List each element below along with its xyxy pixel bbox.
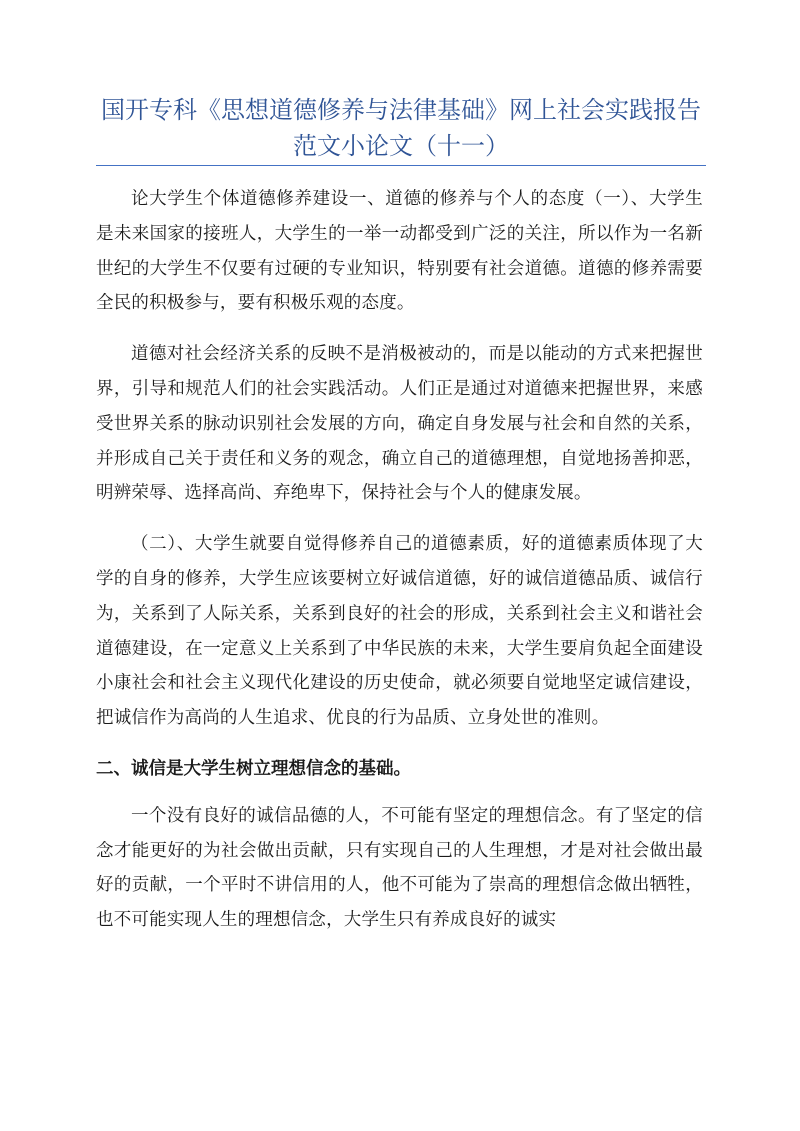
section-heading: 二、诚信是大学生树立理想信念的基础。 xyxy=(96,758,411,779)
title-divider xyxy=(96,165,706,166)
document-title: 国开专科《思想道德修养与法律基础》网上社会实践报告范文小论文（十一） xyxy=(101,96,701,160)
document-body xyxy=(96,182,703,954)
paragraph-3: （二）、大学生就要自觉得修养自己的道德素质，好的道德素质体现了大学的自身的修养，大学生应该要树立好诚信道德，好的诚信道德品质、诚信行为，关系到了人际关系，关系到良好的社会的形成，关系到社会主义和谐社会道德建设，在一定意义上关系到了中华民族的未来，大学生要肩负起全面建设小康社会和社会主义现代化建设的历史使命，就必须要自觉地坚定诚信建设，把诚信作为高尚的人生追求、优良的行为品质、立身处世的准则。 xyxy=(96,534,703,729)
paragraph-1: 论大学生个体道德修养建设一、道德的修养与个人的态度（一）、大学生是未来国家的接班人，大学生的一举一动都受到广泛的关注，所以作为一名新世纪的大学生不仅要有过硬的专业知识，特别要有社会道德。道德的修养需要全民的积极参与，要有积极乐观的态度。 xyxy=(96,189,703,314)
paragraph-2: 道德对社会经济关系的反映不是消极被动的，而是以能动的方式来把握世界，引导和规范人们的社会实践活动。人们正是通过对道德来把握世界，来感受世界关系的脉动识别社会发展的方向，确定自身发展与社会和自然的关系，并形成自己关于责任和义务的观念，确立自己的道德理想，自觉地扬善抑恶，明辨荣辱、选择高尚、弃绝卑下，保持社会与个人的健康发展。 xyxy=(96,344,703,504)
section-paragraph: 一个没有良好的诚信品德的人，不可能有坚定的理想信念。有了坚定的信念才能更好的为社会做出贡献，只有实现自己的人生理想，才是对社会做出最好的贡献，一个平时不讲信用的人，他不可能为了崇高的理想信念做出牺牲，也不可能实现人生的理想信念，大学生只有养成良好的诚实 xyxy=(96,805,703,931)
